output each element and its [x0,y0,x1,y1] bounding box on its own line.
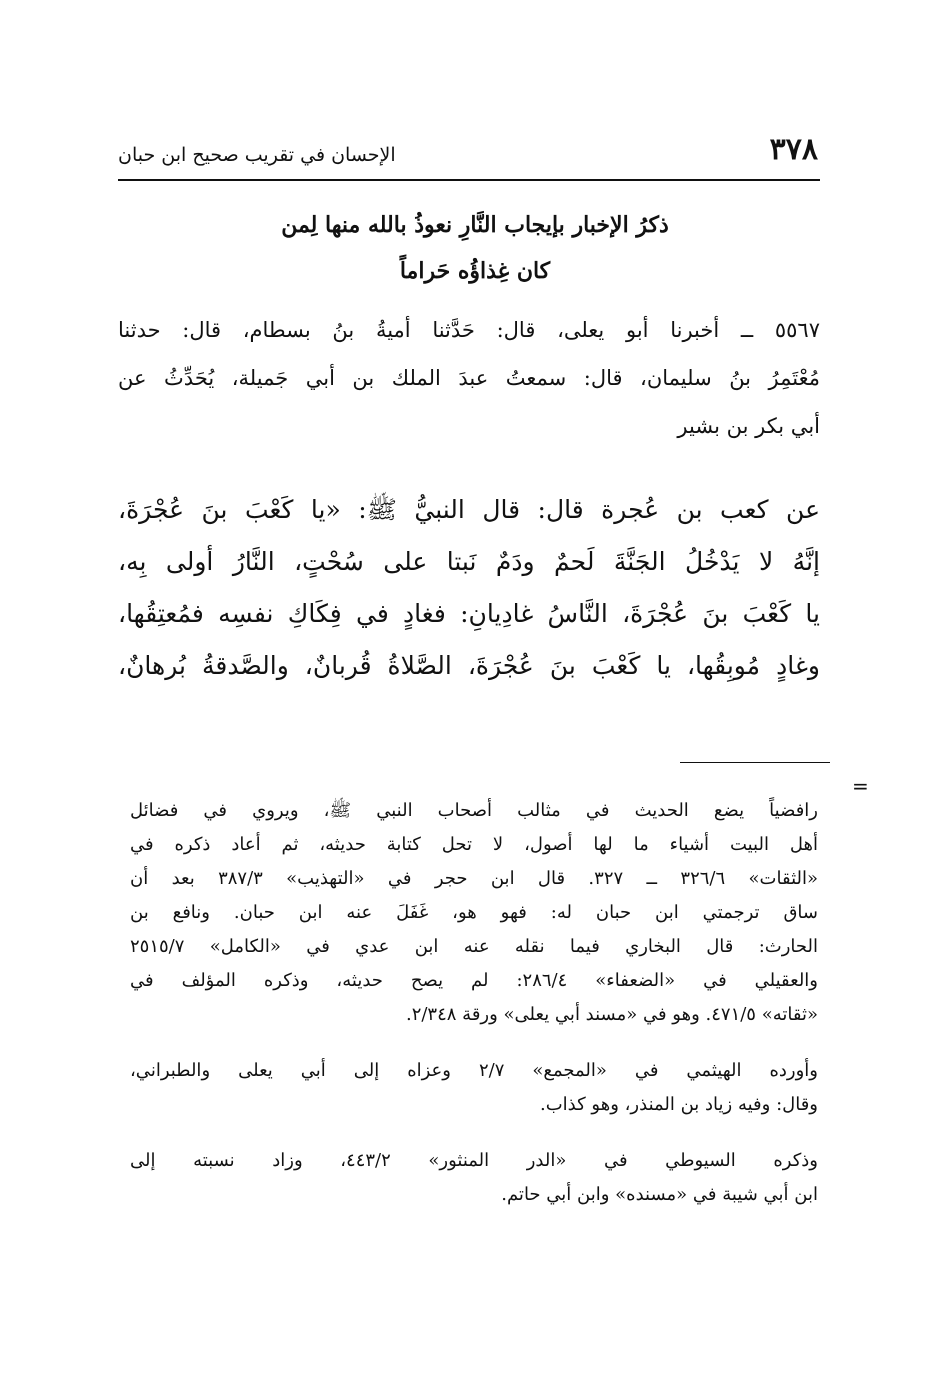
heading-line: ذكرُ الإخبار بإيجاب النَّارِ نعوذُ بالله منها لِمن [281,212,669,238]
chapter-heading [130,202,820,294]
footnote-line: أهل البيت أشياء ما لها أصول، لا تحل كتابة حديثه، ثم أعاد ذكره في [130,834,818,855]
footnote-line: الحارث: قال البخاري فيما نقله عنه ابن عدي في «الكامل» ٢٥١٥/٧ [130,936,818,957]
isnad-line: أبي بكر بن بشير [677,414,820,438]
footnote-paragraph [130,1144,818,1212]
hadith-line: إنَّهُ لا يَدْخُلُ الجَنَّةَ لَحمٌ ودَمٌ نَبتا على سُحْتٍ، النَّارُ أولى بِه، [118,547,820,576]
hadith-text [118,484,820,692]
isnad-line: مُعْتَمِرُ بنُ سليمان، قال: سمعتُ عبدَ الملك بن أبي جَميلة، يُحَدِّثُ عن [118,366,820,390]
heading-line: كان غِذاؤُه حَراماً [399,258,551,284]
hadith-isnad [118,306,820,450]
footnote-line: وقال: وفيه زياد بن المنذر، وهو كذاب. [540,1094,818,1115]
footnote-continuation-marker: = [852,774,869,798]
footnote-line: والعقيلي في «الضعفاء» ٢٨٦/٤: لم يصح حديثه، وذكره المؤلف في [130,970,818,991]
page-number: ٣٧٨ [769,132,818,167]
footnote-line: وأورده الهيثمي في «المجمع» ٢/٧ وعزاه إلى أبي يعلى والطبراني، [130,1060,818,1081]
isnad-line: ٥٥٦٧ ــ أخبرنا أبو يعلى، قال: حَدَّثنا أميةُ بنُ بسطام، قال: حدثنا [118,318,820,342]
footnote-separator [680,762,830,763]
hadith-line: عن كعب بن عُجرة قال: قال النبيُّ ﷺ: «يا كَعْبَ بنَ عُجْرَةَ، [118,495,820,524]
header-rule [118,179,820,181]
hadith-line: يا كَعْبَ بنَ عُجْرَةَ، النَّاسُ غادِيانِ: فغادٍ في فِكَاكِ نفسِه فمُعتِقُها، [118,599,820,628]
footnote-line: ساق ترجمتي ابن حبان له: فهو هو، غَفَلَ عنه ابن حبان. ونافع بن [130,902,818,923]
footnote-line: ابن أبي شيبة في «مسنده» وابن أبي حاتم. [501,1184,818,1205]
footnote-line: «الثقات» ٣٢٦/٦ ــ ٣٢٧. قال ابن حجر في «التهذيب» ٣٨٧/٣ بعد أن [130,868,818,889]
hadith-line: وغادٍ مُوبِقُها، يا كَعْبَ بنَ عُجْرَةَ، الصَّلاةُ قُربانٌ، والصَّدقةُ بُرهانٌ، [118,651,820,680]
footnote-line: رافضياً يضع الحديث في مثالب أصحاب النبي ﷺ، ويروي في فضائل [130,800,818,821]
running-header [118,130,818,178]
book-title: الإحسان في تقريب صحيح ابن حبان [118,144,396,166]
footnote-paragraph [130,1054,818,1122]
footnotes [130,794,818,1234]
footnote-paragraph [130,794,818,1032]
footnote-line: وذكره السيوطي في «الدر المنثور» ٤٤٣/٢، وزاد نسبته إلى [130,1150,818,1171]
footnote-line: «ثقاته» ٤٧١/٥. وهو في «مسند أبي يعلى» ورقة ٢/٣٤٨. [405,1004,818,1025]
